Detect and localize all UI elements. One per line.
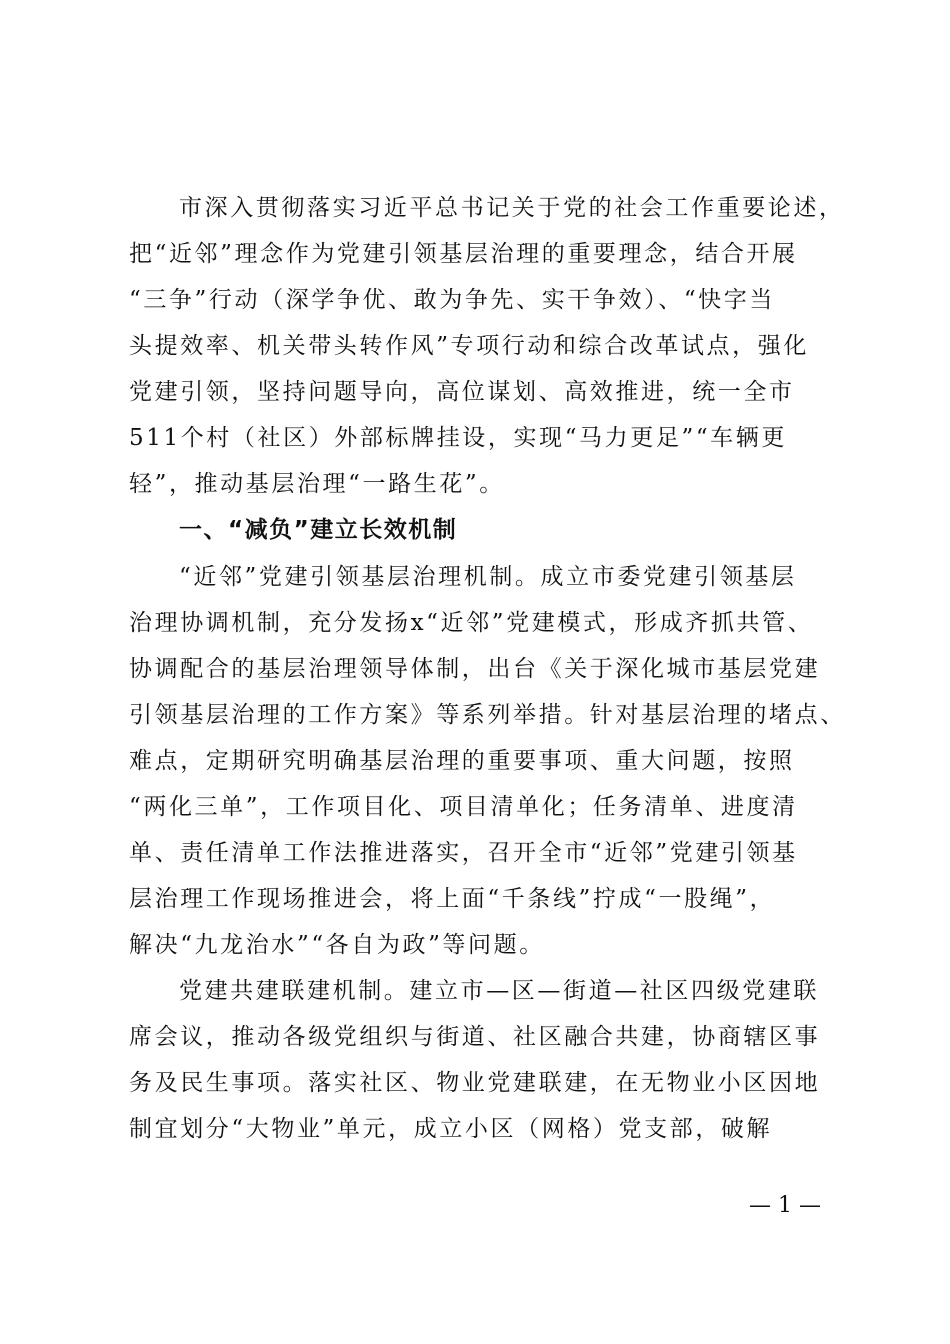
- paragraph-2-line-3: 协调配合的基层治理领导体制，出台《关于深化城市基层党建: [129, 656, 821, 682]
- paragraph-2-line-6: “两化三单”，工作项目化、项目清单化；任务清单、进度清: [129, 794, 798, 820]
- paragraph-2-line-1: “近邻”党建引领基层治理机制。成立市委党建引领基层: [179, 564, 797, 590]
- paragraph-2-line-4: 引领基层治理的工作方案》等系列举措。针对基层治理的堵点、: [129, 702, 846, 728]
- paragraph-1-line-1: 市深入贯彻落实习近平总书记关于党的社会工作重要论述，: [179, 195, 845, 221]
- paragraph-1-line-7: 轻”，推动基层治理“一路生花”。: [129, 471, 505, 497]
- paragraph-1-line-5: 党建引领，坚持问题导向，高位谋划、高效推进，统一全市: [129, 379, 795, 405]
- paragraph-2-line-7: 单、责任清单工作法推进落实，召开全市“近邻”党建引领基: [129, 840, 798, 866]
- paragraph-1-line-4: 头提效率、机关带头转作风”专项行动和综合改革试点，强化: [129, 333, 809, 359]
- paragraph-2-line-5: 难点，定期研究明确基层治理的重要事项、重大问题，按照: [129, 748, 795, 774]
- paragraph-3-line-2: 席会议，推动各级党组织与街道、社区融合共建，协商辖区事: [129, 1024, 821, 1050]
- paragraph-2-line-8: 层治理工作现场推进会，将上面“千条线”拧成“一股绳”，: [129, 886, 776, 912]
- paragraph-1-line-6: 511个村（社区）外部标牌挂设，实现“马力更足”“车辆更: [129, 425, 787, 451]
- paragraph-3-line-1: 党建共建联建机制。建立市—区—街道—社区四级党建联: [179, 978, 819, 1004]
- paragraph-2-line-9: 解决“九龙治水”“各自为政”等问题。: [129, 932, 545, 958]
- page-number: — 1 —: [749, 1193, 821, 1218]
- paragraph-1-line-2: 把“近邻”理念作为党建引领基层治理的重要理念，结合开展: [129, 241, 798, 267]
- paragraph-3-line-3: 务及民生事项。落实社区、物业党建联建，在无物业小区因地: [129, 1070, 821, 1096]
- paragraph-3-line-4: 制宜划分“大物业”单元，成立小区（网格）党支部，破解: [129, 1116, 773, 1142]
- paragraph-1-line-3: “三争”行动（深学争优、敢为争先、实干争效）、“快字当: [129, 287, 775, 313]
- section-heading: 一、“减负”建立长效机制: [179, 517, 458, 543]
- paragraph-2-line-2: 治理协调机制，充分发扬x“近邻”党建模式，形成齐抓共管、: [129, 610, 814, 636]
